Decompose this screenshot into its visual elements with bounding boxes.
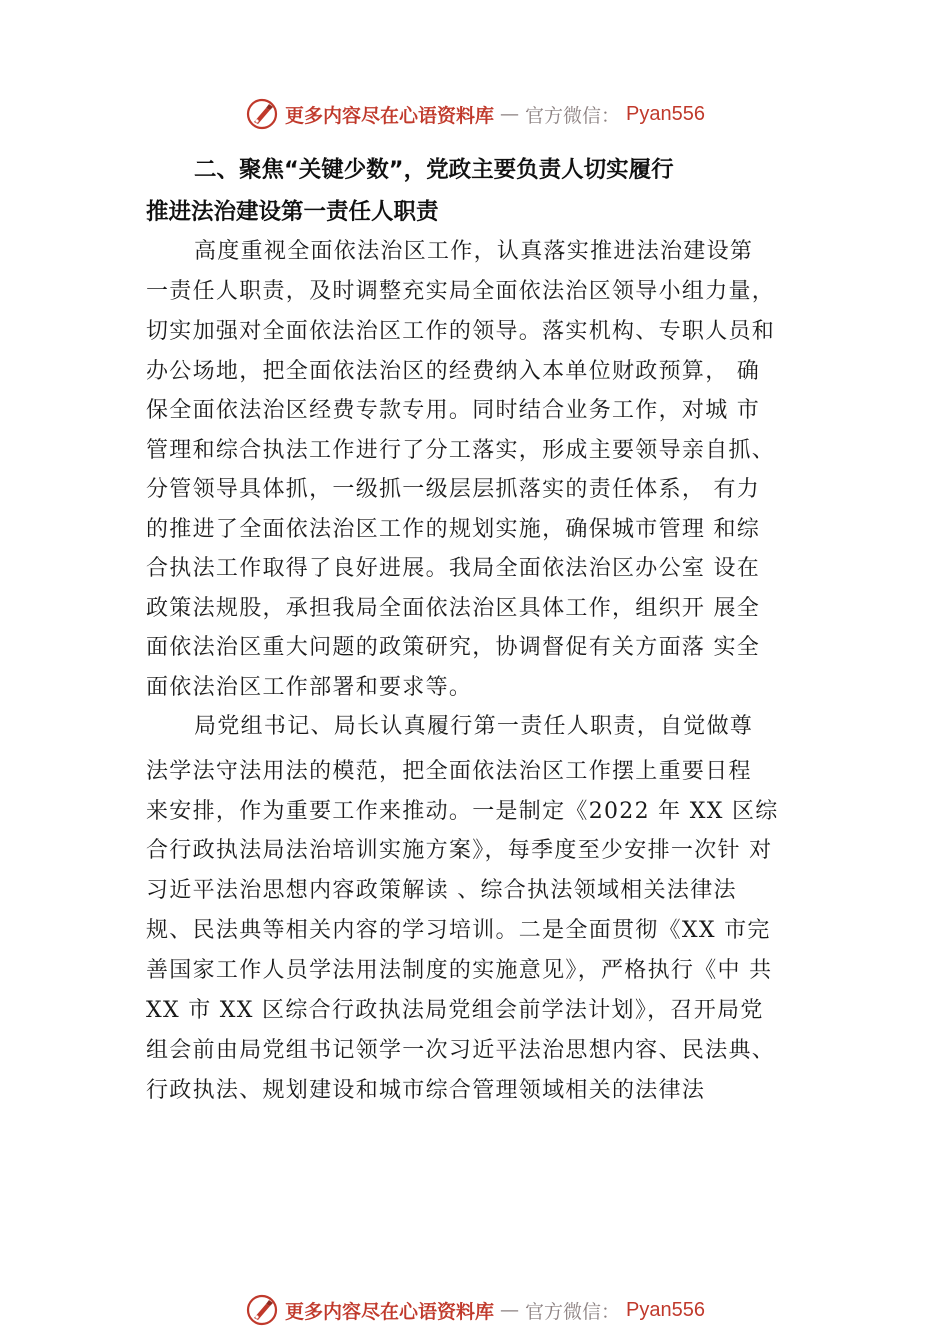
watermark-wechat-id: Pyan556 xyxy=(626,102,705,125)
watermark-separator: — xyxy=(500,1299,520,1321)
watermark-brand: 更多内容尽在心语资料库 xyxy=(285,1300,495,1323)
text-line: 规、民法典等相关内容的学习培训。二是全面贯彻《XX 市完 xyxy=(146,918,771,943)
text-line: 的推进了全面依法治区工作的规划实施，确保城市管理 和综 xyxy=(146,517,761,542)
pen-nib-icon xyxy=(245,1293,279,1327)
text-line: 面依法治区重大问题的政策研究，协调督促有关方面落 实全 xyxy=(146,635,761,660)
text-line: 高度重视全面依法治区工作，认真落实推进法治建设第 xyxy=(194,239,754,264)
text-line: XX 市 XX 区综合行政执法局党组会前学法计划》，召开局党 xyxy=(146,998,764,1023)
section-heading-line-2: 推进法治建设第一责任人职责 xyxy=(146,199,439,225)
text-line: 法学法守法用法的模范，把全面依法治区工作摆上重要日程 xyxy=(146,759,752,784)
text-line: 善国家工作人员学法用法制度的实施意见》，严格执行《中 共 xyxy=(146,958,773,983)
text-line: 局党组书记、局长认真履行第一责任人职责，自觉做尊 xyxy=(194,714,754,739)
footer-watermark xyxy=(0,1290,950,1330)
watermark-brand: 更多内容尽在心语资料库 xyxy=(285,104,495,127)
text-line: 一责任人职责，及时调整充实局全面依法治区领导小组力量， xyxy=(146,279,776,304)
text-line: 管理和综合执法工作进行了分工落实，形成主要领导亲自抓、 xyxy=(146,438,776,463)
text-line: 政策法规股，承担我局全面依法治区具体工作，组织开 展全 xyxy=(146,596,761,621)
watermark-official-label: 官方微信： xyxy=(525,104,621,127)
watermark-wechat-id: Pyan556 xyxy=(626,1298,705,1321)
pen-nib-icon xyxy=(245,97,279,131)
text-line: 保全面依法治区经费专款专用。同时结合业务工作，对城 市 xyxy=(146,398,761,423)
text-line: 组会前由局党组书记领学一次习近平法治思想内容、民法典、 xyxy=(146,1038,776,1063)
text-line: 办公场地，把全面依法治区的经费纳入本单位财政预算， 确 xyxy=(146,359,761,384)
text-line: 切实加强对全面依法治区工作的领导。落实机构、专职人员和 xyxy=(146,319,776,344)
text-line: 行政执法、规划建设和城市综合管理领域相关的法律法 xyxy=(146,1078,706,1103)
watermark-separator: — xyxy=(500,103,520,125)
watermark-official-label: 官方微信： xyxy=(525,1300,621,1323)
text-line: 来安排，作为重要工作来推动。一是制定《2022 年 XX 区综 xyxy=(146,799,779,824)
text-line: 习近平法治思想内容政策解读 、综合执法领域相关法律法 xyxy=(146,878,737,903)
text-line: 分管领导具体抓，一级抓一级层层抓落实的责任体系， 有力 xyxy=(146,477,761,502)
header-watermark xyxy=(0,94,950,134)
text-line: 合执法工作取得了良好进展。我局全面依法治区办公室 设在 xyxy=(146,556,761,581)
text-line: 合行政执法局法治培训实施方案》，每季度至少安排一次针 对 xyxy=(146,838,773,863)
section-heading-line-1: 二、聚焦“关键少数”，党政主要负责人切实履行 xyxy=(194,157,674,183)
text-line: 面依法治区工作部署和要求等。 xyxy=(146,675,473,700)
